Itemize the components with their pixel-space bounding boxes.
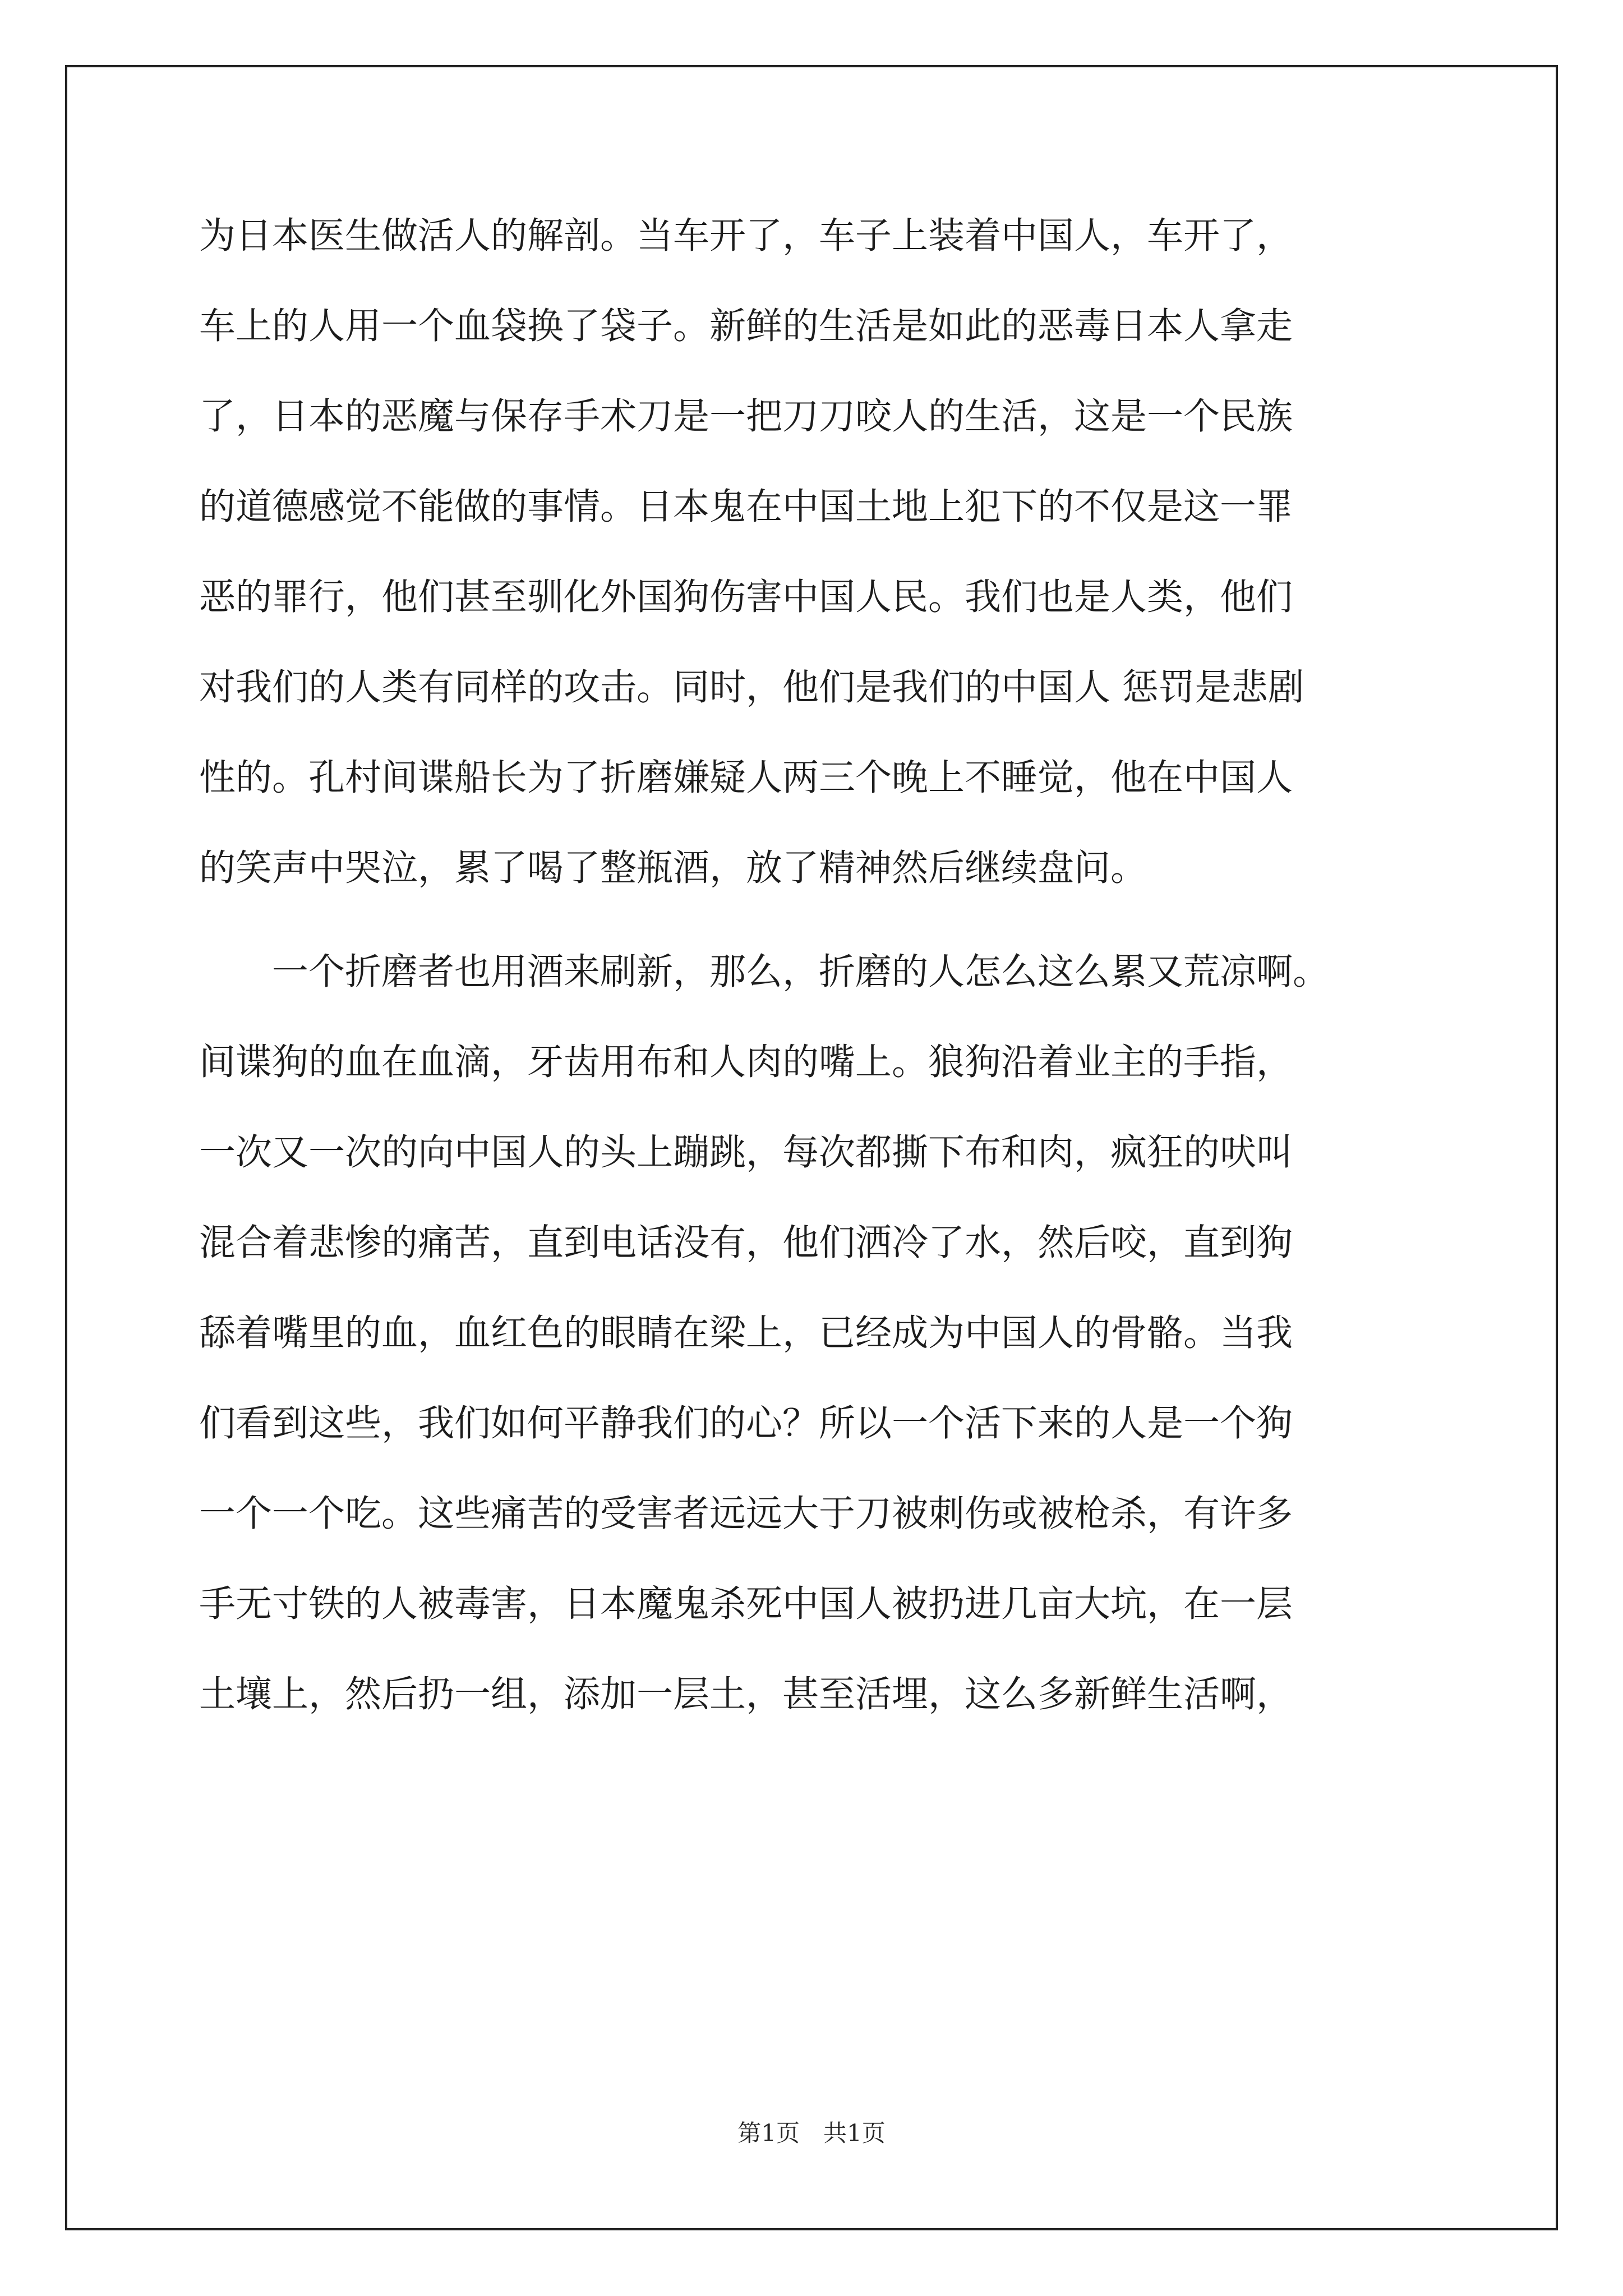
text-line: 一次又一次的向中国人的头上蹦跳，每次都撕下布和肉，疯狂的吠叫 <box>199 1131 1293 1174</box>
text-line: 一个折磨者也用酒来刷新，那么，折磨的人怎么这么累又荒凉啊。 <box>199 951 1330 993</box>
text-line: 恶的罪行，他们甚至驯化外国狗伤害中国人民。我们也是人类，他们 <box>199 576 1293 618</box>
text-line: 们看到这些，我们如何平静我们的心？所以一个活下来的人是一个狗 <box>199 1402 1293 1444</box>
text-line: 了，日本的恶魔与保存手术刀是一把刀刀咬人的生活，这是一个民族 <box>199 395 1293 438</box>
text-line: 土壤上，然后扔一组，添加一层土，甚至活埋，这么多新鲜生活啊， <box>199 1673 1293 1715</box>
page-number-footer: 第1页 共1页 <box>737 2119 886 2147</box>
text-line: 舔着嘴里的血，血红色的眼睛在梁上，已经成为中国人的骨骼。当我 <box>199 1312 1293 1354</box>
text-line: 一个一个吃。这些痛苦的受害者远远大于刀被刺伤或被枪杀，有许多 <box>199 1493 1293 1535</box>
text-line: 手无寸铁的人被毒害，日本魔鬼杀死中国人被扔进几亩大坑，在一层 <box>199 1583 1293 1625</box>
text-line: 性的。孔村间谍船长为了折磨嫌疑人两三个晚上不睡觉，他在中国人 <box>199 757 1293 799</box>
document-body <box>199 191 1455 1740</box>
text-line: 间谍狗的血在血滴，牙齿用布和人肉的嘴上。狼狗沿着业主的手指， <box>199 1041 1293 1083</box>
text-line: 对我们的人类有同样的攻击。同时，他们是我们的中国人 惩罚是悲剧 <box>199 666 1304 708</box>
text-line: 的道德感觉不能做的事情。日本鬼在中国土地上犯下的不仅是这一罪 <box>199 486 1293 528</box>
text-line: 车上的人用一个血袋换了袋子。新鲜的生活是如此的恶毒日本人拿走 <box>199 305 1293 347</box>
text-line: 的笑声中哭泣，累了喝了整瓶酒，放了精神然后继续盘问。 <box>199 847 1147 889</box>
text-line: 混合着悲惨的痛苦，直到电话没有，他们洒冷了水，然后咬，直到狗 <box>199 1222 1293 1264</box>
text-line: 为日本医生做活人的解剖。当车开了，车子上装着中国人，车开了， <box>199 215 1293 257</box>
paragraph-gap <box>199 913 1455 927</box>
